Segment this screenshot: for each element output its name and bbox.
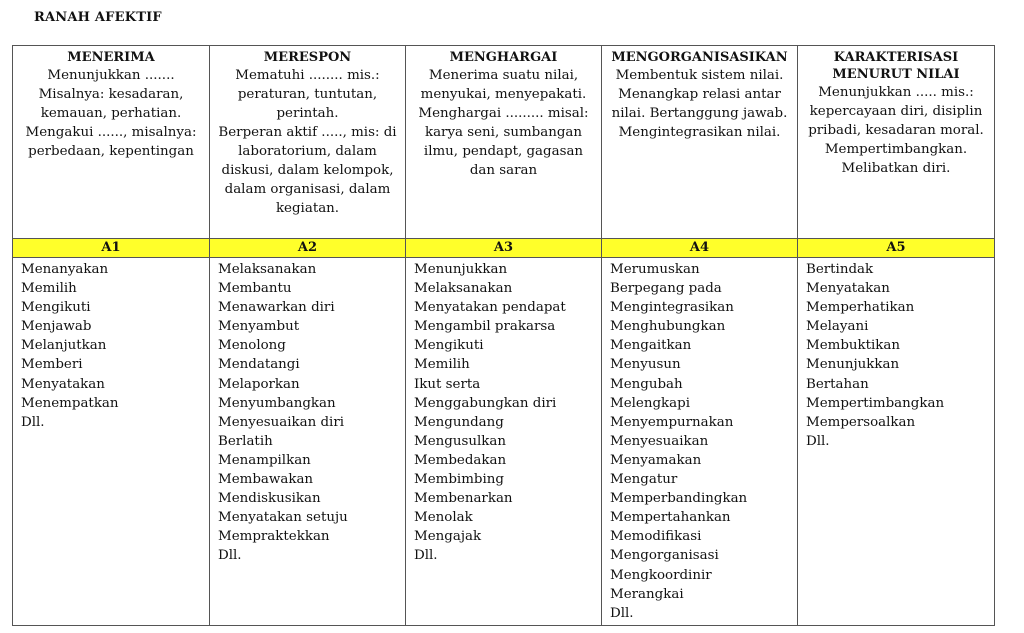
verb-item: Mendatangi xyxy=(218,357,300,373)
level-description-line: dalam organisasi, dalam xyxy=(224,182,391,197)
level-description-line: Menunjukkan ..... mis.: xyxy=(818,85,974,100)
level-description-line: perintah. xyxy=(276,106,339,121)
verb-item: Membenarkan xyxy=(414,491,513,507)
verb-item: Berpegang pada xyxy=(610,281,722,297)
verb-item: Melanjutkan xyxy=(21,338,107,354)
verb-item: Melaksanakan xyxy=(218,262,317,277)
level-description-line: nilai. Bertanggung jawab. xyxy=(611,106,788,121)
verb-item: Mengikuti xyxy=(21,300,91,316)
document-title: RANAH AFEKTIF xyxy=(34,10,162,25)
verb-item: Dll. xyxy=(414,548,438,564)
header-cell xyxy=(798,46,995,239)
verb-item: Mengubah xyxy=(610,376,683,392)
verb-item: Menyumbangkan xyxy=(218,395,336,411)
level-description-line: diskusi, dalam kelompok, xyxy=(221,163,394,178)
level-description-line: Berperan aktif ....., mis: di xyxy=(218,125,397,140)
level-description-line: Menghargai ......... misal: xyxy=(418,106,589,121)
level-description-line: Misalnya: kesadaran, xyxy=(38,87,184,102)
verb-item: Melengkapi xyxy=(610,395,690,411)
verb-item: Mendiskusikan xyxy=(218,491,321,507)
verb-item: Menghubungkan xyxy=(610,319,726,335)
level-description-line: ilmu, pendapt, gagasan xyxy=(423,144,584,159)
level-description-line: Mematuhi ........ mis.: xyxy=(235,68,380,83)
verb-list xyxy=(602,258,798,626)
header-cell xyxy=(210,46,406,239)
verb-item: Memberi xyxy=(21,357,83,373)
affective-domain-table xyxy=(12,45,995,626)
level-title: MENGORGANISASIKAN xyxy=(611,50,788,65)
level-description-line: peraturan, tuntutan, xyxy=(237,87,378,102)
level-code: A1 xyxy=(13,239,210,258)
verb-item: Merangkai xyxy=(610,586,684,602)
verb-item: Menyatakan pendapat xyxy=(414,300,566,316)
verb-item: Menyesuaikan diri xyxy=(218,414,345,430)
verb-item: Memilih xyxy=(21,281,77,297)
verb-item: Menolong xyxy=(218,338,286,354)
verb-item: Melaksanakan xyxy=(414,281,513,297)
header-cell xyxy=(406,46,602,239)
level-description-line: laboratorium, dalam xyxy=(238,144,377,159)
verb-item: Menyamakan xyxy=(610,452,702,468)
verb-item: Mengambil prakarsa xyxy=(414,319,556,335)
level-description-line: menyukai, menyepakati. xyxy=(420,87,587,102)
verb-item: Menunjukkan xyxy=(806,357,900,373)
level-description-line: perbedaan, kepentingan xyxy=(28,144,194,159)
verb-item: Menyatakan setuju xyxy=(218,510,348,526)
verb-item: Mempersoalkan xyxy=(806,414,916,430)
level-code: A2 xyxy=(210,239,406,258)
verb-item: Menyesuaikan xyxy=(610,433,709,449)
verb-item: Melaporkan xyxy=(218,376,300,392)
verb-item: Menyusun xyxy=(610,357,681,373)
verb-item: Menyatakan xyxy=(21,376,105,392)
verb-item: Membawakan xyxy=(218,472,314,488)
verb-item: Mengusulkan xyxy=(414,433,506,449)
level-title: KARAKTERISASI xyxy=(833,50,959,65)
verb-item: Membuktikan xyxy=(806,338,901,354)
verb-item: Menempatkan xyxy=(21,395,119,411)
verb-item: Membedakan xyxy=(414,452,507,468)
verb-item: Berlatih xyxy=(218,433,273,449)
level-description-line: Menunjukkan ....... xyxy=(47,68,175,83)
verb-item: Mengorganisasi xyxy=(610,548,719,564)
level-code: A5 xyxy=(798,239,995,258)
level-description-line: Menangkap relasi antar xyxy=(618,87,781,102)
verb-item: Menyempurnakan xyxy=(610,414,734,430)
verb-item: Memilih xyxy=(414,357,470,373)
verb-item: Membantu xyxy=(218,281,292,297)
level-title: MENERIMA xyxy=(67,50,155,65)
verb-item: Dll. xyxy=(806,433,830,449)
level-description-line: kegiatan. xyxy=(275,201,340,216)
verb-list xyxy=(798,258,995,626)
level-description-line: karya seni, sumbangan xyxy=(424,125,583,140)
level-code: A4 xyxy=(602,239,798,258)
level-description-line: Mengakui ......, misalnya: xyxy=(25,125,197,140)
verb-item: Ikut serta xyxy=(414,376,481,392)
level-code: A3 xyxy=(406,239,602,258)
verb-item: Melayani xyxy=(806,319,869,335)
level-description-line: dan saran xyxy=(469,163,538,178)
verbs-row xyxy=(13,258,995,626)
verb-item: Memperhatikan xyxy=(806,300,915,316)
level-title: MENURUT NILAI xyxy=(832,67,960,82)
verb-item: Dll. xyxy=(21,414,45,430)
level-description-line: Membentuk sistem nilai. xyxy=(615,68,784,83)
level-description-line: kemauan, perhatian. xyxy=(40,106,182,121)
verb-list xyxy=(13,258,210,626)
level-description-line: pribadi, kesadaran moral. xyxy=(808,123,984,138)
header-cell xyxy=(602,46,798,239)
verb-item: Menggabungkan diri xyxy=(414,395,557,411)
verb-item: Menolak xyxy=(414,510,473,526)
verb-item: Menampilkan xyxy=(218,452,311,468)
verb-item: Memperbandingkan xyxy=(610,491,748,507)
verb-item: Mengkoordinir xyxy=(610,567,712,583)
verb-item: Dll. xyxy=(218,548,242,564)
verb-item: Mempertimbangkan xyxy=(806,395,945,411)
verb-item: Menawarkan diri xyxy=(218,300,335,316)
verb-item: Menjawab xyxy=(21,319,92,335)
verb-item: Bertindak xyxy=(806,262,874,277)
verb-item: Mempertahankan xyxy=(610,510,731,526)
verb-item: Mempraktekkan xyxy=(218,529,330,545)
verb-item: Mengintegrasikan xyxy=(610,300,734,316)
verb-item: Menyambut xyxy=(218,319,300,335)
level-title: MENGHARGAI xyxy=(449,50,558,65)
level-description-line: kepercayaan diri, disiplin xyxy=(809,104,983,119)
level-description-line: Mengintegrasikan nilai. xyxy=(618,125,781,140)
verb-list xyxy=(406,258,602,626)
code-row xyxy=(13,239,995,258)
verb-item: Menanyakan xyxy=(21,262,109,277)
verb-item: Membimbing xyxy=(414,472,504,488)
verb-item: Bertahan xyxy=(806,376,869,392)
verb-item: Mengikuti xyxy=(414,338,484,354)
level-description-line: Melibatkan diri. xyxy=(841,161,951,176)
verb-item: Dll. xyxy=(610,605,634,621)
verb-item: Mengatur xyxy=(610,472,678,488)
verb-item: Mengajak xyxy=(414,529,482,545)
verb-item: Menyatakan xyxy=(806,281,890,297)
level-title: MERESPON xyxy=(263,50,352,65)
level-description-line: Menerima suatu nilai, xyxy=(428,68,579,83)
verb-item: Mengundang xyxy=(414,414,504,430)
header-cell xyxy=(13,46,210,239)
verb-list xyxy=(210,258,406,626)
verb-item: Menunjukkan xyxy=(414,262,508,277)
verb-item: Memodifikasi xyxy=(610,529,702,545)
verb-item: Merumuskan xyxy=(610,262,700,277)
header-row xyxy=(13,46,995,239)
level-description-line: Mempertimbangkan. xyxy=(824,142,968,157)
verb-item: Mengaitkan xyxy=(610,338,692,354)
